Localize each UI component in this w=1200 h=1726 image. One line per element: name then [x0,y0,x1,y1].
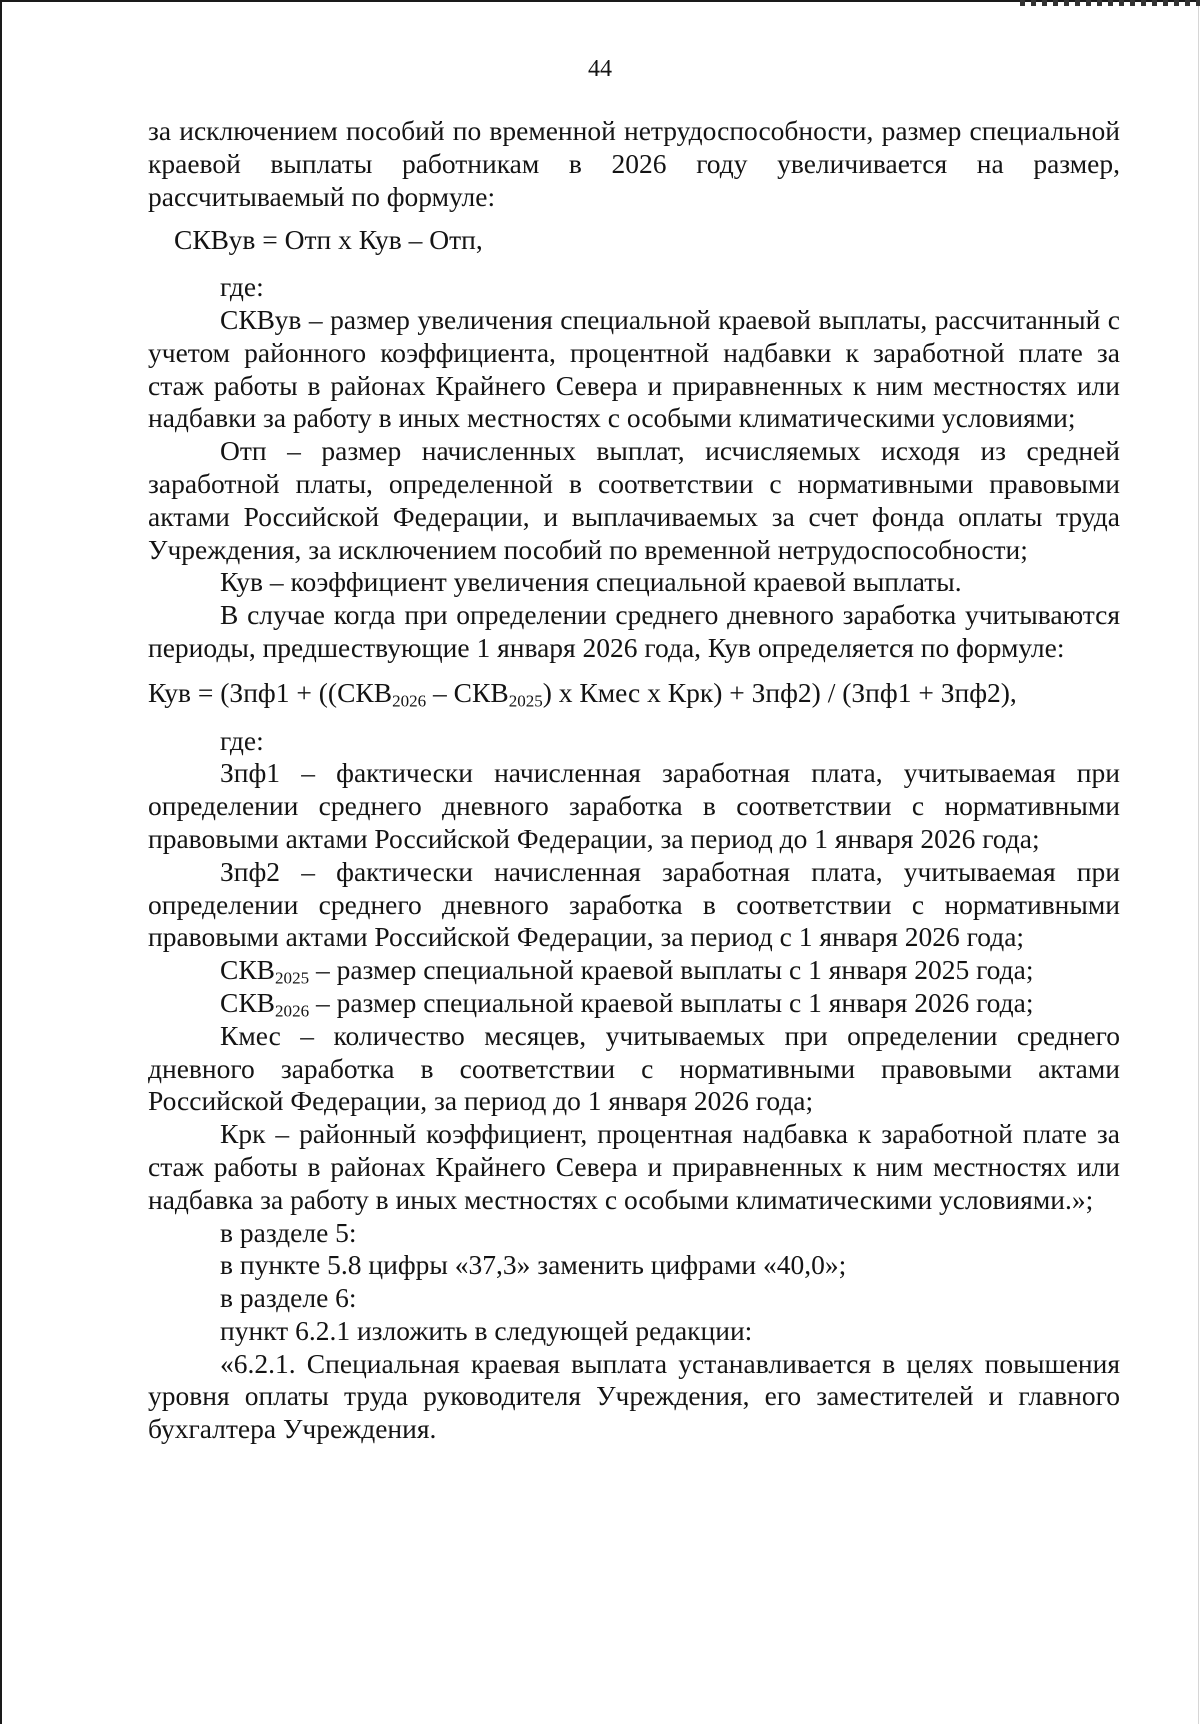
definition-zpf2: Зпф2 – фактически начисленная заработная плата, учитываемая при определении среднего дневного заработка в соответствии с нормативными правовыми актами Российской Федерации, за период с 1 января 2026 года; [148,855,1120,953]
formula-kuv-part3: ) х Кмес х Крк) + Зпф2) / (Зпф1 + Зпф2), [542,676,1017,708]
item-6-2-1-intro: пункт 6.2.1 изложить в следующей редакции: [220,1314,753,1346]
skv2025-term: СКВ [220,954,276,986]
page-number: 44 [588,56,612,82]
definition-kuv: Кув – коэффициент увеличения специальной краевой выплаты. [220,566,962,598]
skv2026-term: СКВ [220,986,276,1018]
definition-kmes: Кмес – количество месяцев, учитываемых при определении среднего дневного заработка в соответствии с нормативными правовыми актами Российской Федерации, за период до 1 января 2026 года; [148,1019,1120,1117]
skv2026-text: – размер специальной краевой выплаты с 1 января 2026 года; [309,986,1034,1018]
formula-kuv-sub2: 2025 [508,691,543,710]
definition-krk: Крк – районный коэффициент, процентная надбавка к заработной плате за стаж работы в районах Крайнего Севера и приравненных к ним местностях или надбавка за работу в иных местностях с особыми климатическими условиями.»; [148,1118,1120,1215]
skv2025-text: – размер специальной краевой выплаты с 1 января 2025 года; [309,954,1034,986]
formula-skvuv: СКВув = Отп х Кув – Отп, [174,224,483,256]
skv2026-sub: 2026 [275,1001,310,1021]
document-body [148,115,1120,1446]
formula-kuv-part2: – СКВ [426,676,509,708]
formula-kuv-sub1: 2026 [392,691,427,710]
definition-skvuv: СКВув – размер увеличения специальной краевой выплаты, рассчитанный с учетом районного коэффициента, процентной надбавки к заработной плате за стаж работы в районах Крайнего Севера и приравненных к ним местностях или надбавки за работу в иных местностях с особыми климатическими условиями; [148,303,1120,434]
scan-artifact [1020,0,1200,6]
definition-skv2026 [148,987,1120,1020]
formula-kuv-part1: Кув = (Зпф1 + ((СКВ [148,676,393,708]
where-label: где: [220,271,264,303]
definition-skv2025 [148,954,1120,987]
item-5-8: в пункте 5.8 цифры «37,3» заменить цифрами «40,0»; [220,1249,847,1281]
section-6-heading: в разделе 6: [220,1282,357,1314]
case-paragraph: В случае когда при определении среднего дневного заработка учитываются периоды, предшествующие 1 января 2026 года, Кув определяется по формуле: [148,599,1120,663]
formula-kuv [148,677,1120,710]
intro-paragraph: за исключением пособий по временной нетрудоспособности, размер специальной краевой выплаты работникам в 2026 году увеличивается на размер, рассчитываемый по формуле: [148,115,1120,212]
definition-otp: Отп – размер начисленных выплат, исчисляемых исходя из средней заработной платы, определенной в соответствии с нормативными правовыми актами Российской Федерации, и выплачиваемых за счет фонда оплаты труда Учреждения, за исключением пособий по временной нетрудоспособности; [148,435,1120,565]
definition-zpf1: Зпф1 – фактически начисленная заработная плата, учитываемая при определении среднего дневного заработка в соответствии с нормативными правовыми актами Российской Федерации, за период до 1 января 2026 года; [148,757,1120,854]
skv2025-sub: 2025 [275,968,310,988]
where-label: где: [220,724,264,756]
section-5-heading: в разделе 5: [220,1216,357,1248]
item-6-2-1-text: «6.2.1. Специальная краевая выплата устанавливается в целях повышения уровня оплаты труда руководителя Учреждения, его заместителей и главного бухгалтера Учреждения. [148,1347,1120,1445]
